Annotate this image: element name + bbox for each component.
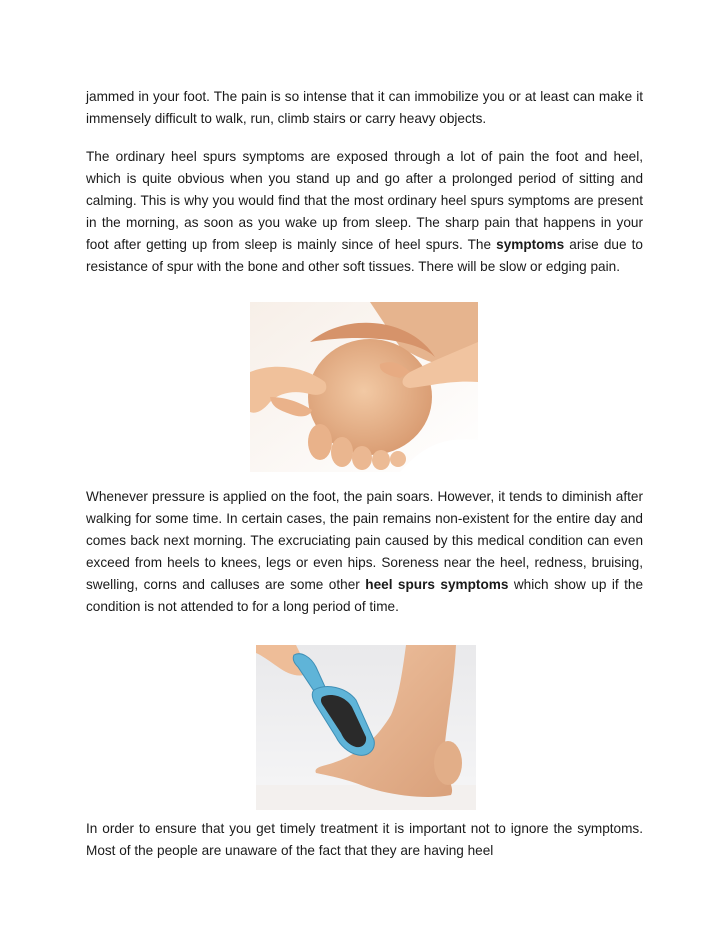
- paragraph-ordinary-symptoms: [86, 146, 643, 278]
- paragraph-pressure-text: Whenever pressure is applied on the foot, the pain soars. However, it tends to diminish after walking for some time. In certain cases, the pain remains non-existent for the entire day and comes back next morning. The excruciating pain caused by this medical condition can even exceed from heels to knees, legs or even hips. Soreness near the heel, redness, bruising, swelling, corns and calluses are some other: [86, 489, 643, 592]
- paragraph-pressure-text-end: which show up if the condition is not attended to for a long period of time.: [86, 577, 644, 614]
- symptoms-bold-text: symptoms: [496, 237, 565, 252]
- foot-massage-image: [250, 302, 478, 472]
- paragraph-pressure: [86, 486, 643, 618]
- foot-massage-illustration: [250, 302, 478, 472]
- foot-file-image: [256, 645, 476, 810]
- paragraph-ordinary-symptoms-text: The ordinary heel spurs symptoms are exposed through a lot of pain the foot and heel, which is quite obvious when you stand up and go after a prolonged period of sitting and calming. This is why you would find that the most ordinary heel spurs symptoms are present in the morning, as soon as you wake up from sleep. The sharp pain that happens in your foot after getting up from sleep is mainly since of heel spurs. The: [86, 149, 643, 252]
- paragraph-treatment-text: In order to ensure that you get timely treatment it is important not to ignore the symptoms. Most of the people are unaware of the fact that they are having heel: [86, 821, 643, 858]
- paragraph-intro-text: jammed in your foot. The pain is so intense that it can immobilize you or at least can make it immensely difficult to walk, run, climb stairs or carry heavy objects.: [86, 89, 643, 126]
- foot-file-illustration: [256, 645, 476, 810]
- paragraph-intro: [86, 86, 643, 130]
- paragraph-ordinary-symptoms-text-end: arise due to resistance of spur with the bone and other soft tissues. There will be slow or edging pain.: [86, 237, 643, 274]
- paragraph-treatment: [86, 818, 643, 862]
- heel-spurs-symptoms-bold-text: heel spurs symptoms: [365, 577, 509, 592]
